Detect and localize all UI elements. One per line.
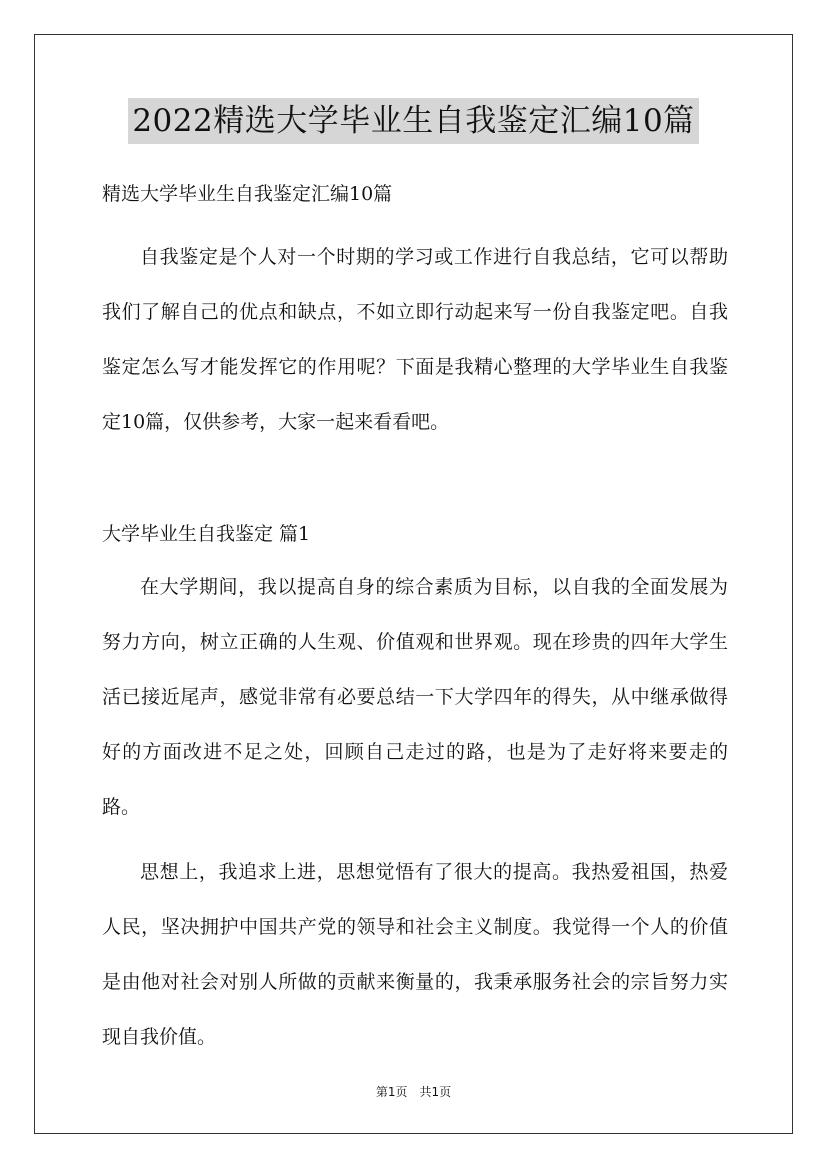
document-body	[102, 176, 728, 1065]
document-title: 2022精选大学毕业生自我鉴定汇编10篇	[128, 98, 698, 144]
page-number: 第1页 共1页	[375, 1085, 452, 1099]
title-container	[0, 98, 827, 144]
section-heading: 大学毕业生自我鉴定 篇1	[102, 523, 311, 545]
section-paragraph-2: 思想上，我追求上进，思想觉悟有了很大的提高。我热爱祖国，热爱人民，坚决拥护中国共产党的领导和社会主义制度。我觉得一个人的价值是由他对社会对别人所做的贡献来衡量的，我秉承服务社会的宗旨努力实现自我价值。	[102, 861, 728, 1048]
document-subtitle: 精选大学毕业生自我鉴定汇编10篇	[102, 183, 393, 205]
page-footer	[0, 1084, 827, 1100]
section-paragraph-1: 在大学期间，我以提高自身的综合素质为目标，以自我的全面发展为努力方向，树立正确的人生观、价值观和世界观。现在珍贵的四年大学生活已接近尾声，感觉非常有必要总结一下大学四年的得失，从中继承做得好的方面改进不足之处，回顾自己走过的路，也是为了走好将来要走的路。	[102, 576, 728, 818]
intro-paragraph: 自我鉴定是个人对一个时期的学习或工作进行自我总结，它可以帮助我们了解自己的优点和缺点，不如立即行动起来写一份自我鉴定吧。自我鉴定怎么写才能发挥它的作用呢？下面是我精心整理的大学毕业生自我鉴定10篇，仅供参考，大家一起来看看吧。	[102, 246, 728, 433]
